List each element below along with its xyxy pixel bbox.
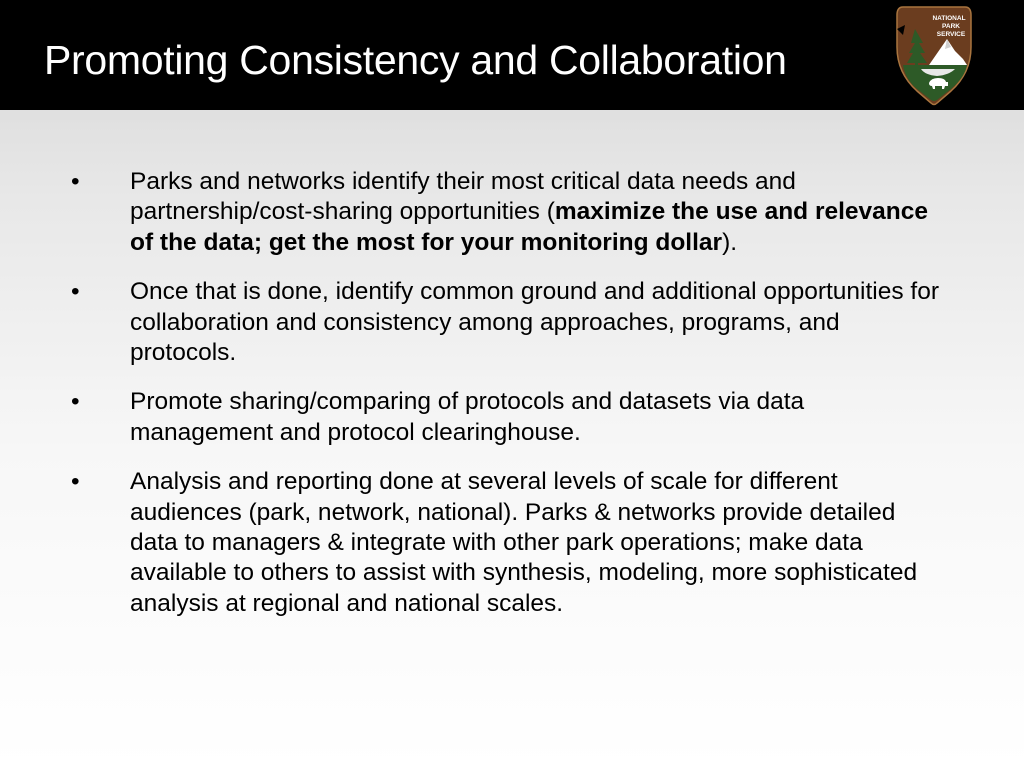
bullet-1-text: Parks and networks identify their most critical data needs and partnership/cost-sharing opportunities ( [130,168,796,226]
bullet-3-text: Promote sharing/comparing of protocols and datasets via data management and protocol clearinghouse. [130,388,805,446]
bullet-item-4 [0,467,945,619]
bullet-marker: • [71,468,80,496]
logo-text-national: NATIONAL [932,15,966,22]
bullet-1-text-end: ). [722,228,738,256]
bullet-item-1 [0,167,945,258]
bullet-list [0,167,1024,638]
bullet-2-text: Once that is done, identify common ground and additional opportunities for collaboration and consistency among approaches, programs, and protocols. [130,278,940,367]
bullet-marker: • [71,168,80,195]
bullet-item-3 [0,387,945,448]
bullet-item-2 [0,277,945,368]
title-bar [0,0,1024,110]
bullet-marker: • [71,278,80,306]
bullet-4-text: Analysis and reporting done at several levels of scale for different audiences (park, network, national). Parks & networks provide detailed data to managers & integrate with other park operations; make data available to others to assist with synthesis, modeling, more sophisticated analysis at regional and national scales. [130,468,918,617]
bullet-1-bold-text: maximize the use and relevance of the data; get the most for your monitoring dollar [130,198,929,256]
logo-text-park: PARK [942,23,960,30]
slide-title: Promoting Consistency and Collaboration [44,37,787,83]
nps-arrowhead-logo-icon [893,3,975,107]
logo-text-service: SERVICE [936,31,966,38]
bullet-marker: • [71,388,80,416]
